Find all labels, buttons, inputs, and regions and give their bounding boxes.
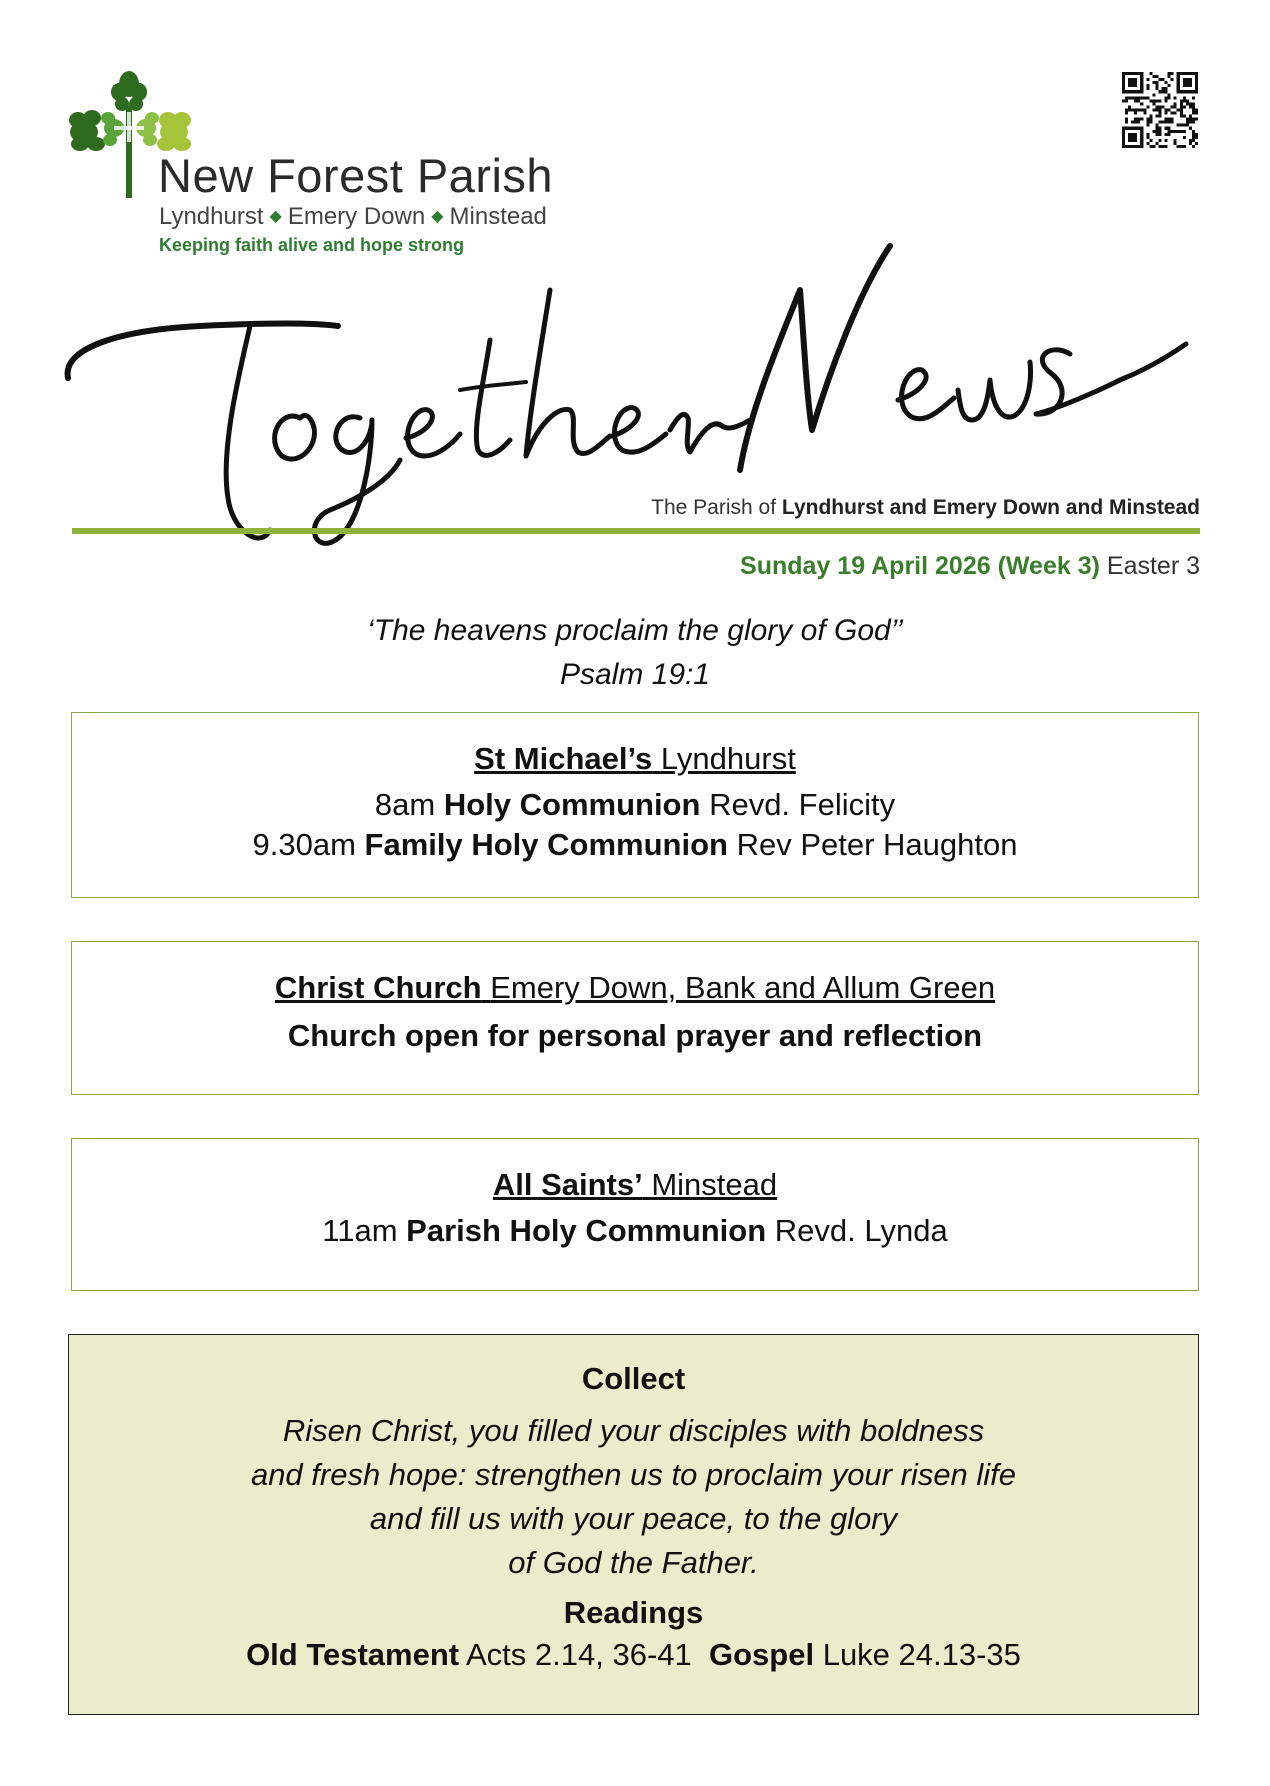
issue-date: Sunday 19 April 2026 (Week 3) — [740, 552, 1100, 580]
reading-gospel-ref: Luke 24.13-35 — [822, 1637, 1021, 1672]
issue-season: Easter 3 — [1106, 552, 1200, 580]
masthead-subtitle-parishes: Lyndhurst and Emery Down and Minstead — [781, 496, 1200, 519]
place-emery-down: Emery Down — [287, 203, 426, 230]
service-name: Family Holy Communion — [364, 827, 728, 862]
reading-gospel-label: Gospel — [708, 1637, 815, 1672]
collect-title: Collect — [581, 1361, 686, 1396]
masthead-subtitle — [651, 496, 1200, 520]
service-box-all-saints — [71, 1138, 1199, 1291]
collect-line: of God the Father. — [508, 1545, 759, 1580]
service-box-christ-church — [71, 941, 1199, 1095]
diamond-icon: ◆ — [269, 208, 282, 225]
collect-box — [68, 1334, 1199, 1715]
service-name: Parish Holy Communion — [406, 1213, 767, 1248]
church-name: Christ Church — [274, 970, 482, 1005]
brand-name: New Forest Parish — [158, 149, 554, 202]
service-time: 9.30am — [252, 827, 356, 862]
masthead-subtitle-prefix: The Parish of — [651, 496, 777, 519]
service-box-st-michaels — [71, 712, 1199, 898]
service-minister: Rev Peter Haughton — [736, 827, 1018, 862]
masthead-divider — [72, 528, 1200, 534]
church-name: St Michael’s — [474, 741, 653, 776]
church-place: Minstead — [651, 1167, 778, 1202]
qr-code-icon[interactable] — [1122, 72, 1198, 148]
brand-places — [159, 203, 547, 231]
service-heading — [72, 741, 1198, 777]
reading-ot-ref: Acts 2.14, 36-41 — [466, 1637, 692, 1672]
place-lyndhurst: Lyndhurst — [159, 203, 264, 230]
service-note: Church open for personal prayer and reflection — [287, 1018, 983, 1053]
place-minstead: Minstead — [449, 203, 547, 230]
issue-date-line — [740, 552, 1200, 581]
scripture-reference: Psalm 19:1 — [559, 658, 711, 691]
service-heading — [72, 970, 1198, 1006]
collect-line: and fresh hope: strengthen us to proclaim your risen life — [250, 1457, 1017, 1492]
service-name: Holy Communion — [443, 787, 701, 822]
readings-title: Readings — [563, 1595, 704, 1630]
service-minister: Revd. Lynda — [774, 1213, 948, 1248]
service-time: 11am — [322, 1213, 398, 1248]
scripture-quote: ‘The heavens proclaim the glory of God’’ — [367, 614, 903, 647]
service-heading — [72, 1167, 1198, 1203]
service-time: 8am — [374, 787, 436, 822]
church-name: All Saints’ — [492, 1167, 643, 1202]
collect-line: and fill us with your peace, to the glory — [369, 1501, 898, 1536]
service-line — [72, 827, 1198, 863]
collect-line: Risen Christ, you filled your disciples with boldness — [282, 1413, 985, 1448]
church-place: Emery Down, Bank and Allum Green — [490, 970, 996, 1005]
service-line — [72, 1213, 1198, 1249]
reading-ot-label: Old Testament — [246, 1637, 460, 1672]
service-line — [72, 787, 1198, 823]
brand-tagline: Keeping faith alive and hope strong — [159, 235, 465, 255]
diamond-icon: ◆ — [431, 208, 444, 225]
service-minister: Revd. Felicity — [709, 787, 896, 822]
collect-prayer — [69, 1409, 1198, 1585]
church-place: Lyndhurst — [660, 741, 796, 776]
readings-line — [69, 1637, 1198, 1673]
